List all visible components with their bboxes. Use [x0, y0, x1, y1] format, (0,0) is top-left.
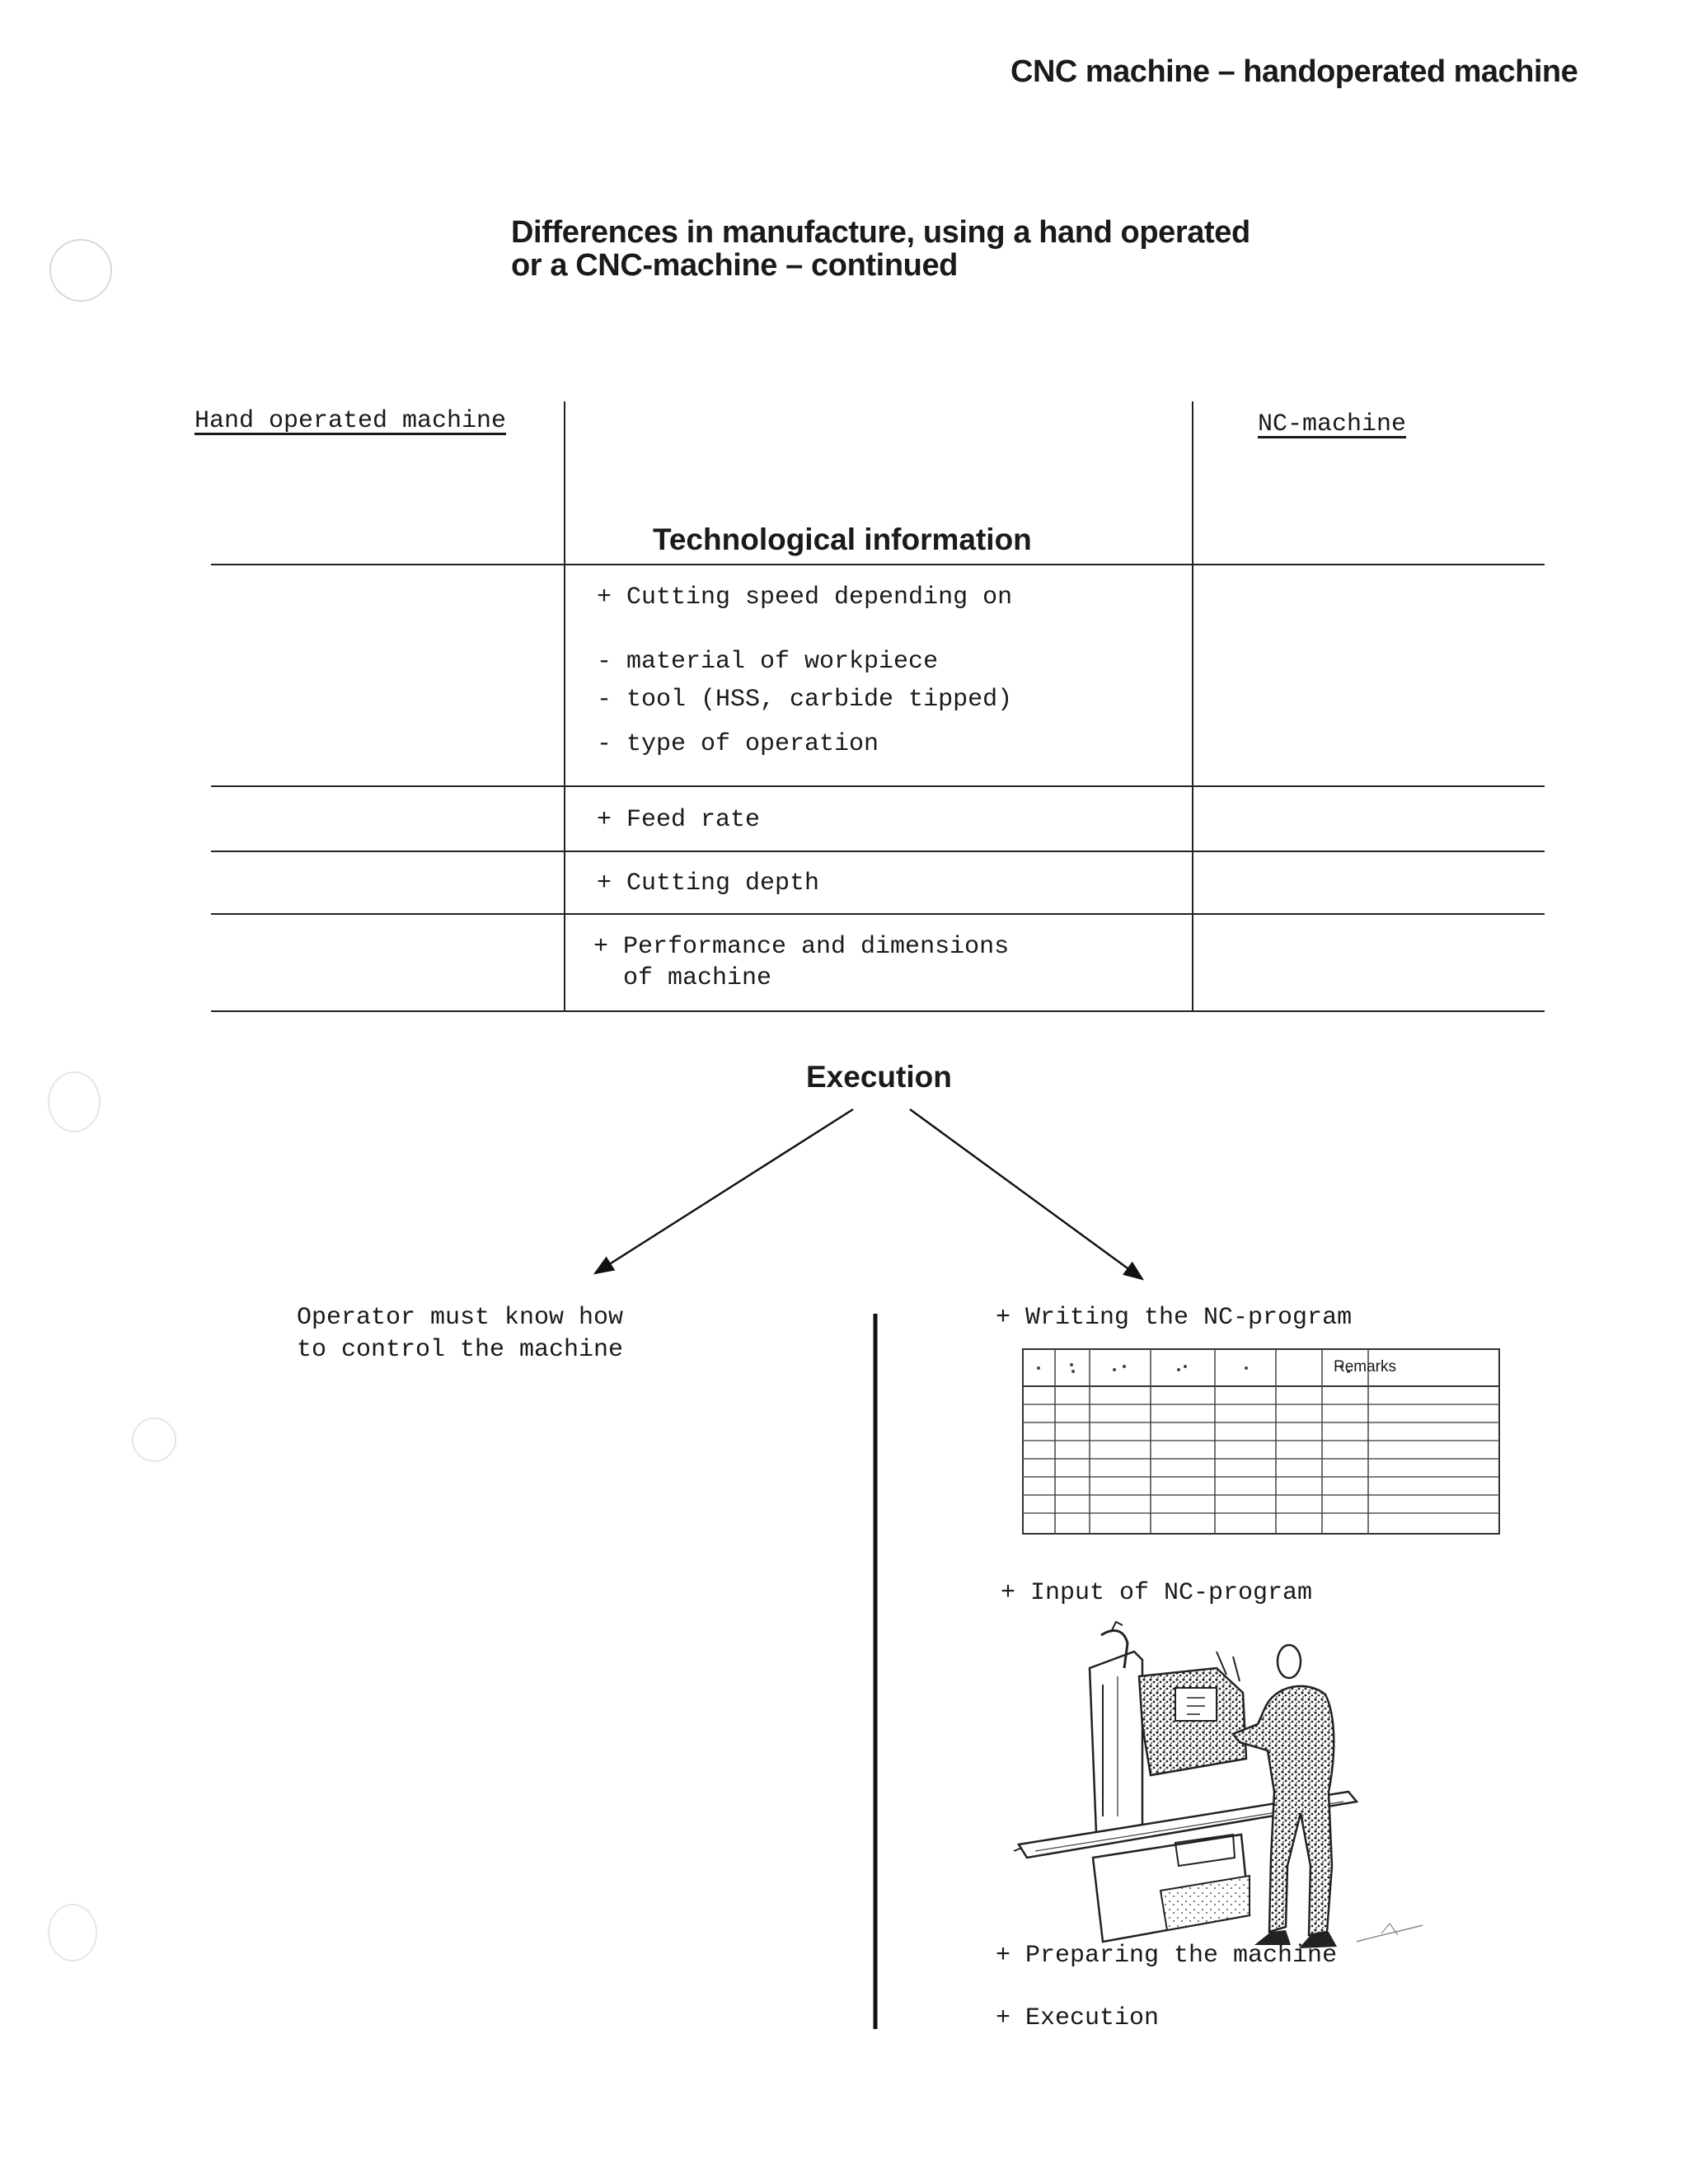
list-item-execution: + Execution [996, 2004, 1160, 2032]
table-row: + Cutting depth [597, 869, 820, 898]
table-row: - tool (HSS, carbide tipped) [597, 686, 1013, 714]
nc-program-form-grid [1022, 1348, 1500, 1535]
execution-title: Execution [806, 1060, 952, 1094]
list-item-writing-program: + Writing the NC-program [996, 1304, 1353, 1332]
page-header-title: CNC machine – handoperated machine [1010, 54, 1578, 89]
table-row: - material of workpiece [597, 648, 939, 676]
document-title-line-1: Differences in manufacture, using a hand operated [511, 215, 1250, 250]
operator-at-machine-illustration [1010, 1619, 1439, 1965]
arrow-to-nc-machine [910, 1109, 1142, 1279]
document-title-line-2: or a CNC-machine – continued [511, 248, 958, 283]
table-row: + Cutting speed depending on [597, 583, 1013, 612]
form-header-remarks: Remarks [1334, 1358, 1397, 1376]
list-item-preparing-machine: + Preparing the machine [996, 1942, 1338, 1970]
nc-program-form [1022, 1348, 1500, 1535]
table-row: - type of operation [597, 730, 879, 758]
section-title-technological-information: Technological information [653, 523, 1032, 556]
column-header-hand-operated: Hand operated machine [195, 407, 507, 435]
table-row: + Feed rate [597, 806, 761, 834]
table-row: + Performance and dimensions of machine [593, 933, 1010, 992]
column-header-nc-machine: NC-machine [1258, 410, 1407, 438]
arrow-to-hand-operated [595, 1109, 853, 1273]
operator-requirement-text: Operator must know how to control the machine [297, 1304, 624, 1364]
list-item-input-program: + Input of NC-program [1001, 1579, 1313, 1607]
